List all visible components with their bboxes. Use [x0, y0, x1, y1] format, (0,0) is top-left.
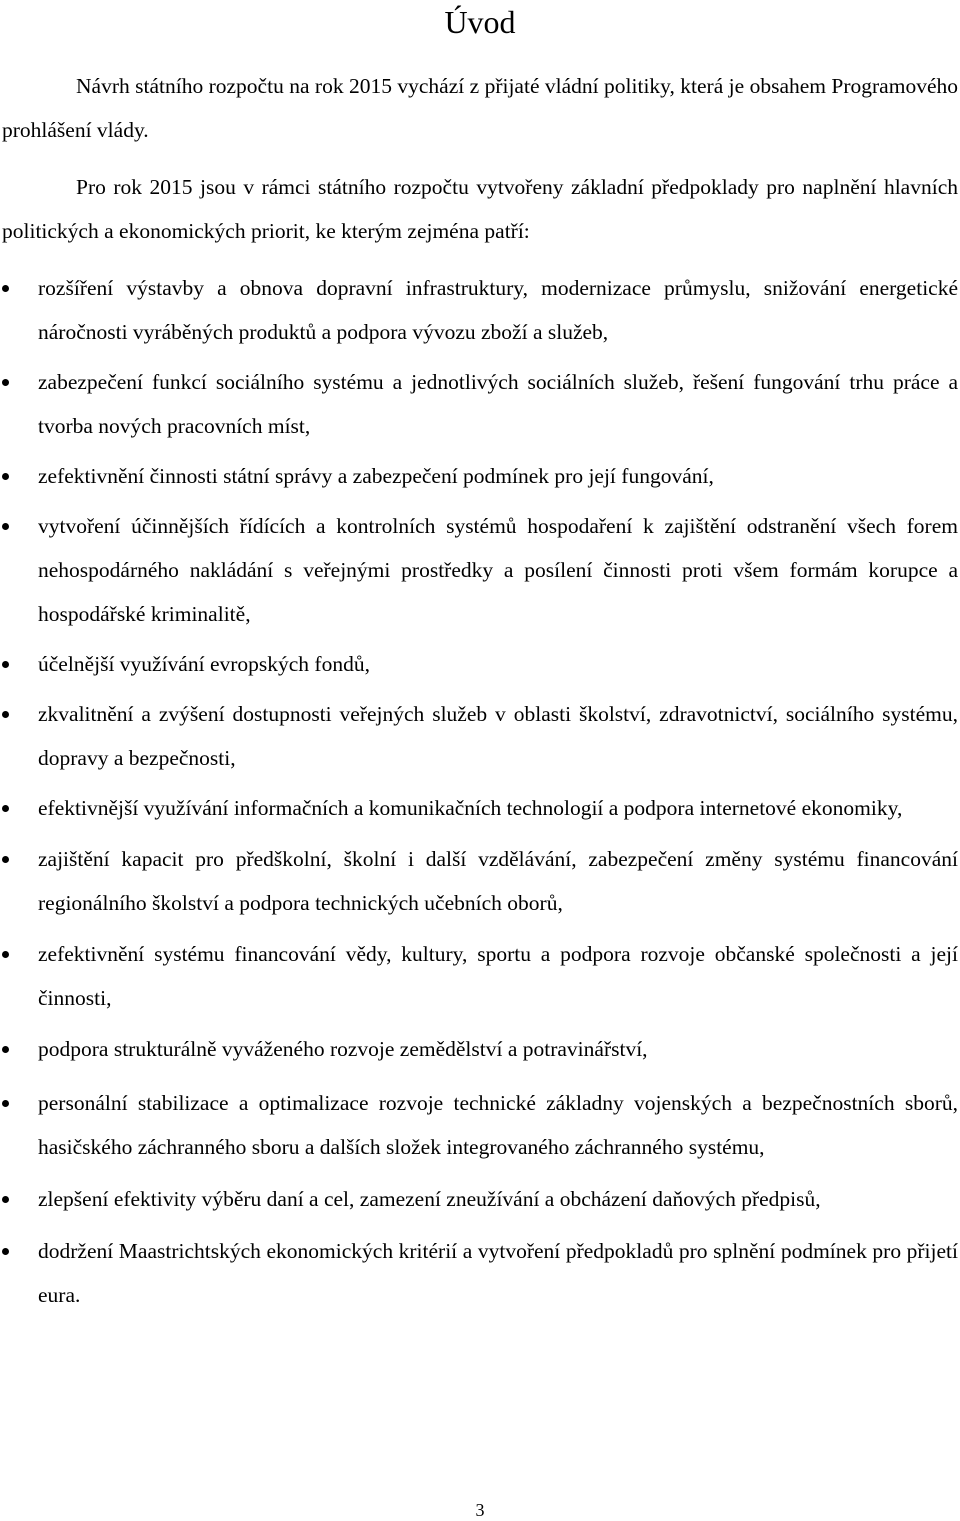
- list-item-text: zlepšení efektivity výběru daní a cel, zamezení zneužívání a obcházení daňových předpisů,: [38, 1187, 821, 1211]
- bullet-icon: [2, 711, 9, 718]
- list-item-text: rozšíření výstavby a obnova dopravní infrastruktury, modernizace průmyslu, snižování energetické náročnosti vyráběných produktů a podpora vývozu zboží a služeb,: [38, 276, 958, 344]
- bullet-icon: [2, 285, 9, 292]
- list-item: [0, 692, 960, 780]
- list-item: [0, 1081, 960, 1169]
- list-item-text: vytvoření účinnějších řídících a kontrolních systémů hospodaření k zajištění odstranění všech forem nehospodárného nakládání s veřejnými prostředky a posílení činnosti proti všem formám korupce a hospodářské kriminalitě,: [38, 514, 958, 626]
- bullet-icon: [2, 379, 9, 386]
- list-item-text: zabezpečení funkcí sociálního systému a jednotlivých sociálních služeb, řešení fungování trhu práce a tvorba nových pracovních míst,: [38, 370, 958, 438]
- list-item: [0, 932, 960, 1020]
- list-item: [0, 360, 960, 448]
- list-item: [0, 642, 960, 686]
- list-item-text: podpora strukturálně vyváženého rozvoje zemědělství a potravinářství,: [38, 1037, 648, 1061]
- list-item-text: zefektivnění činnosti státní správy a zabezpečení podmínek pro její fungování,: [38, 464, 714, 488]
- page-number: 3: [475, 1500, 485, 1520]
- list-item: [0, 504, 960, 636]
- bullet-icon: [2, 473, 9, 480]
- list-item: [0, 837, 960, 925]
- bullet-icon: [2, 523, 9, 530]
- list-item: [0, 1177, 960, 1221]
- list-item-text: efektivnější využívání informačních a komunikačních technologií a podpora internetové ekonomiky,: [38, 796, 903, 820]
- page-title: Úvod: [444, 4, 516, 40]
- list-item: [0, 454, 960, 498]
- priorities-paragraph: Pro rok 2015 jsou v rámci státního rozpočtu vytvořeny základní předpoklady pro naplnění hlavních politických a ekonomických priorit, ke kterým zejména patří:: [2, 175, 958, 243]
- bullet-icon: [2, 1100, 9, 1107]
- bullet-icon: [2, 661, 9, 668]
- bullet-icon: [2, 1046, 9, 1053]
- list-item: [0, 786, 960, 830]
- list-item-text: zkvalitnění a zvýšení dostupnosti veřejných služeb v oblasti školství, zdravotnictví, sociálního systému, dopravy a bezpečnosti,: [38, 702, 958, 770]
- list-item-text: účelnější využívání evropských fondů,: [38, 652, 370, 676]
- bullet-icon: [2, 1248, 9, 1255]
- bullet-icon: [2, 805, 9, 812]
- bullet-icon: [2, 856, 9, 863]
- bullet-icon: [2, 1196, 9, 1203]
- priorities-list: [0, 266, 960, 1317]
- bullet-icon: [2, 951, 9, 958]
- list-item: [0, 1027, 960, 1071]
- list-item: [0, 1229, 960, 1317]
- list-item-text: personální stabilizace a optimalizace rozvoje technické základny vojenských a bezpečnostních sborů, hasičského záchranného sboru a dalších složek integrovaného záchranného systému,: [38, 1091, 958, 1159]
- intro-paragraph: Návrh státního rozpočtu na rok 2015 vychází z přijaté vládní politiky, která je obsahem Programového prohlášení vlády.: [2, 74, 958, 142]
- list-item: [0, 266, 960, 354]
- list-item-text: zajištění kapacit pro předškolní, školní i další vzdělávání, zabezpečení změny systému financování regionálního školství a podpora technických učebních oborů,: [38, 847, 958, 915]
- list-item-text: dodržení Maastrichtských ekonomických kritérií a vytvoření předpokladů pro splnění podmínek pro přijetí eura.: [38, 1239, 958, 1307]
- list-item-text: zefektivnění systému financování vědy, kultury, sportu a podpora rozvoje občanské společnosti a její činnosti,: [38, 942, 958, 1010]
